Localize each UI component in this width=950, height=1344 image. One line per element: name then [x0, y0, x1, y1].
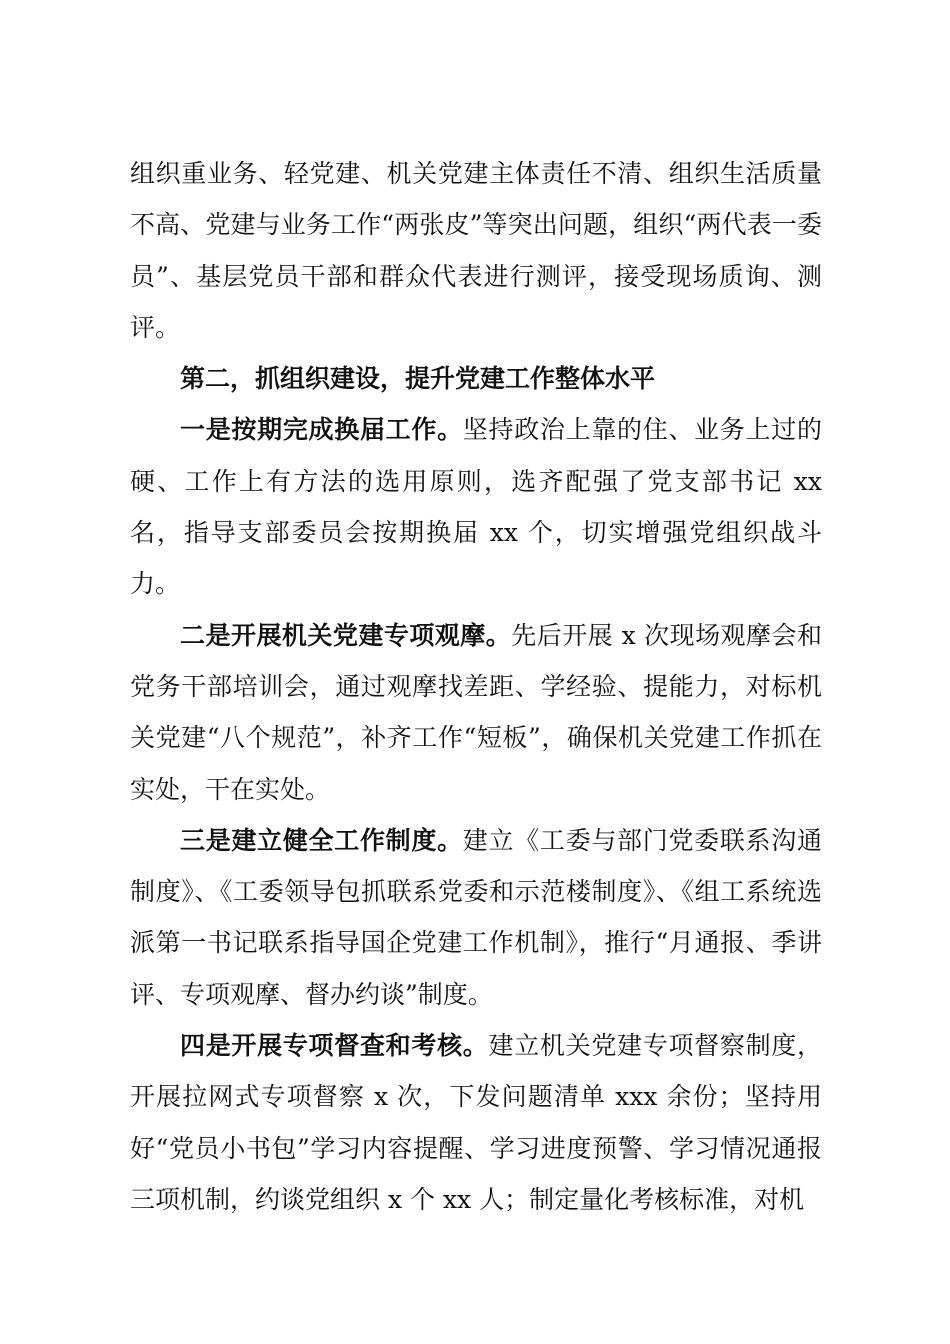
paragraph-1-body: 坚持政治上靠的住、业务上过的硬、工作上有方法的选用原则，选齐配强了党支部书记 xx 名，指导支部委员会按期换届 xx 个，切实增强党组织战斗力。 [130, 415, 822, 599]
document-body [130, 148, 822, 1225]
paragraph-1-lead: 一是按期完成换届工作。 [180, 415, 463, 445]
paragraph-4-body: 建立机关党建专项督察制度，开展拉网式专项督察 x 次，下发问题清单 xxx 余份；坚持用好“党员小书包”学习内容提醒、学习进度预警、学习情况通报三项机制，约谈党组织 x 个 xx 人；制定量化考核标准，对机 [130, 1031, 822, 1214]
paragraph-2 [130, 610, 822, 815]
paragraph-3 [130, 815, 822, 1020]
paragraph-2-lead: 二是开展机关党建专项观摩。 [180, 620, 512, 650]
paragraph-4-lead: 四是开展专项督查和考核。 [180, 1031, 489, 1061]
paragraph-1 [130, 404, 822, 609]
paragraph-3-lead: 三是建立健全工作制度。 [180, 825, 463, 855]
paragraph-4 [130, 1020, 822, 1225]
paragraph-2-body: 先后开展 x 次现场观摩会和党务干部培训会，通过观摩找差距、学经验、提能力，对标机关党建“八个规范”，补齐工作“短板”，确保机关党建工作抓在实处，干在实处。 [130, 620, 822, 804]
paragraph-3-body: 建立《工委与部门党委联系沟通制度》、《工委领导包抓联系党委和示范楼制度》、《组工系统选派第一书记联系指导国企党建工作机制》，推行“月通报、季讲评、专项观摩、督办约谈”制度。 [130, 825, 822, 1009]
continued-paragraph: 组织重业务、轻党建、机关党建主体责任不清、组织生活质量不高、党建与业务工作“两张皮”等突出问题，组织“两代表一委员”、基层党员干部和群众代表进行测评，接受现场质询、测评。 [130, 159, 822, 342]
section-heading: 第二，抓组织建设，提升党建工作整体水平 [180, 364, 656, 394]
